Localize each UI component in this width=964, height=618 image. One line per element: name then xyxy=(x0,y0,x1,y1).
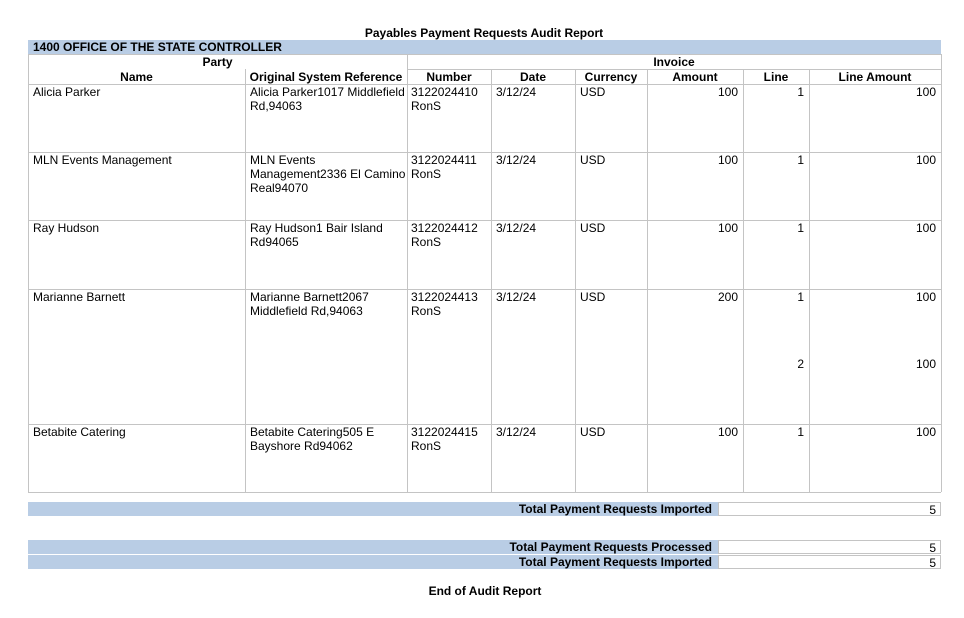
line-number-cell: 2 xyxy=(797,357,804,371)
summary-processed-value: 5 xyxy=(718,540,941,554)
invoice-number-cell: 3122024412 RonS xyxy=(411,221,478,249)
party-name-cell: Marianne Barnett xyxy=(33,290,126,304)
invoice-date-cell: 3/12/24 xyxy=(496,425,537,439)
invoice-date-cell: 3/12/24 xyxy=(496,221,537,235)
invoice-number-cell: 3122024411 RonS xyxy=(411,153,477,181)
reference-cell: Ray Hudson1 Bair Island Rd94065 xyxy=(250,221,383,249)
line-amount-cell: 100 xyxy=(915,153,936,167)
reference-cell: Alicia Parker1017 Middlefield Rd,94063 xyxy=(250,85,405,113)
invoice-date-cell: 3/12/24 xyxy=(496,290,537,304)
column-rule xyxy=(491,54,492,492)
col-header-date: Date xyxy=(519,70,546,84)
invoice-group-header: Invoice xyxy=(653,55,695,69)
col-header-currency: Currency xyxy=(584,70,638,84)
currency-cell: USD xyxy=(580,153,606,167)
col-header-line: Line xyxy=(763,70,789,84)
col-header-amount: Amount xyxy=(672,70,718,84)
summary-processed-label: Total Payment Requests Processed xyxy=(28,540,718,554)
organization-header: 1400 OFFICE OF THE STATE CONTROLLER xyxy=(28,40,941,54)
party-name-cell: Betabite Catering xyxy=(33,425,126,439)
invoice-number-cell: 3122024410 RonS xyxy=(411,85,478,113)
end-of-report: End of Audit Report xyxy=(428,584,542,598)
party-name-cell: Alicia Parker xyxy=(33,85,101,99)
reference-cell: Marianne Barnett2067 Middlefield Rd,94063 xyxy=(250,290,369,318)
line-number-cell: 1 xyxy=(797,153,804,167)
line-number-cell: 1 xyxy=(797,221,804,235)
org-total-value: 5 xyxy=(718,502,941,516)
invoice-number-cell: 3122024413 RonS xyxy=(411,290,478,318)
line-amount-cell: 100 xyxy=(915,85,936,99)
invoice-amount-cell: 100 xyxy=(717,153,738,167)
line-amount-cell: 100 xyxy=(915,357,936,371)
invoice-amount-cell: 100 xyxy=(717,221,738,235)
column-rule xyxy=(575,54,576,492)
reference-cell: Betabite Catering505 E Bayshore Rd94062 xyxy=(250,425,375,453)
party-name-cell: MLN Events Management xyxy=(33,153,172,167)
line-number-cell: 1 xyxy=(797,85,804,99)
line-amount-cell: 100 xyxy=(915,221,936,235)
line-amount-cell: 100 xyxy=(915,425,936,439)
report-title: Payables Payment Requests Audit Report xyxy=(364,26,604,40)
party-name-cell: Ray Hudson xyxy=(33,221,100,235)
col-header-name: Name xyxy=(120,70,153,84)
reference-cell: MLN Events Management2336 El Camino Real94070 xyxy=(250,153,406,195)
invoice-amount-cell: 200 xyxy=(717,290,738,304)
party-group-header: Party xyxy=(202,55,233,69)
summary-imported-label: Total Payment Requests Imported xyxy=(28,555,718,569)
invoice-number-cell: 3122024415 RonS xyxy=(411,425,478,453)
invoice-amount-cell: 100 xyxy=(717,85,738,99)
invoice-amount-cell: 100 xyxy=(717,425,738,439)
line-amount-cell: 100 xyxy=(915,290,936,304)
column-rule xyxy=(941,54,942,492)
currency-cell: USD xyxy=(580,425,606,439)
currency-cell: USD xyxy=(580,85,606,99)
table-bottom-rule xyxy=(28,492,941,493)
col-header-line-amount: Line Amount xyxy=(838,70,912,84)
invoice-date-cell: 3/12/24 xyxy=(496,153,537,167)
invoice-date-cell: 3/12/24 xyxy=(496,85,537,99)
org-total-label: Total Payment Requests Imported xyxy=(28,502,718,516)
currency-cell: USD xyxy=(580,290,606,304)
summary-imported-value: 5 xyxy=(718,555,941,569)
line-number-cell: 1 xyxy=(797,425,804,439)
column-rule xyxy=(245,54,246,492)
currency-cell: USD xyxy=(580,221,606,235)
line-number-cell: 1 xyxy=(797,290,804,304)
col-header-reference: Original System Reference xyxy=(249,70,403,84)
column-rule xyxy=(28,54,29,492)
col-header-number: Number xyxy=(426,70,472,84)
